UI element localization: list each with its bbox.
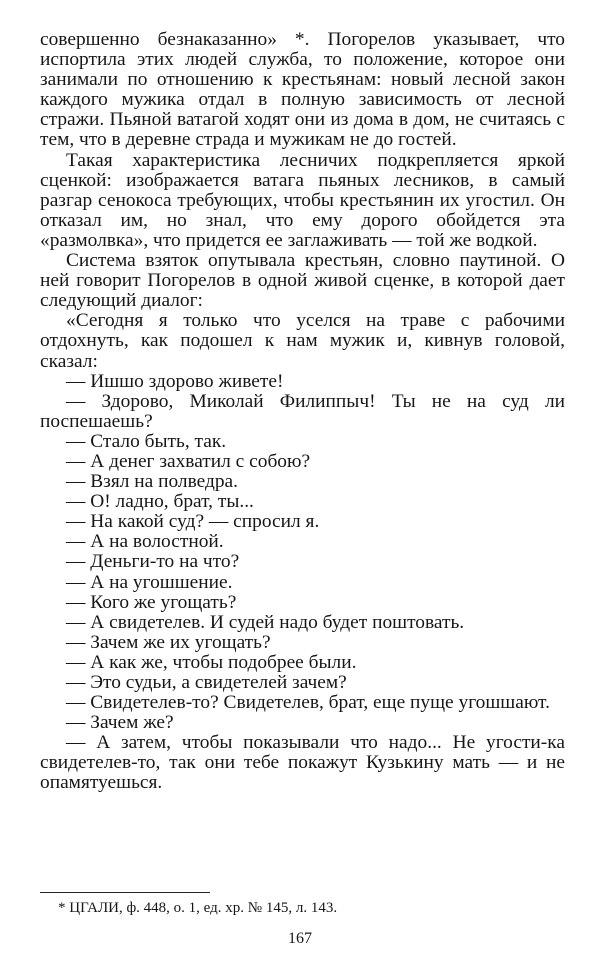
dialogue-line: — Зачем же их угощать? xyxy=(66,631,271,653)
dialogue-line: — А денег захватил с собою? xyxy=(66,450,311,472)
dialogue xyxy=(40,372,565,794)
dialogue-line: — А на волостной. xyxy=(66,531,224,553)
paragraph-4: «Сегодня я только что уселся на траве с рабочими отдохнуть, как подошел к нам мужик и, кивнув головой, сказал: xyxy=(40,310,565,372)
dialogue-line: — А на угошшение. xyxy=(66,571,233,593)
page-number: 167 xyxy=(288,930,312,947)
footnote: * ЦГАЛИ, ф. 448, о. 1, ед. хр. № 145, л. 143. xyxy=(58,900,338,916)
dialogue-line: — Взял на полведра. xyxy=(66,471,239,493)
paragraph-3: Система взяток опутывала крестьян, словно паутиной. О ней говорит Погорелов в одной живой сценке, в которой дает следующий диалог: xyxy=(40,250,565,312)
paragraph-2: Такая характеристика лесничих подкрепляется яркой сценкой: изображается ватага пьяных лесников, в самый разгар сенокоса требующих, чтобы крестьянин их угостил. Он отказал им, но знал, что ему дорого обойдется эта «размолвка», что придется ее заглаживать — той же водкой. xyxy=(40,149,565,251)
dialogue-line: — Деньги-то на что? xyxy=(66,551,240,573)
dialogue-line: — Это судьи, а свидетелей зачем? xyxy=(66,672,347,693)
dialogue-line: — О! ладно, брат, ты... xyxy=(66,491,254,513)
dialogue-line: — А свидетелев. И судей надо будет поштовать. xyxy=(66,611,465,633)
dialogue-line: — А как же, чтобы подобрее были. xyxy=(66,651,357,673)
footnote-rule xyxy=(40,892,210,893)
dialogue-line: — А затем, чтобы показывали что надо... Не угости-ка свидетелев-то, так они тебе покажут Кузькину мать — и не опамятуешься. xyxy=(40,732,565,794)
dialogue-line: — На какой суд? — спросил я. xyxy=(66,511,320,533)
dialogue-line: — Свидетелев-то? Свидетелев, брат, еще пуще угошшают. xyxy=(66,692,550,714)
page-body xyxy=(40,30,565,794)
dialogue-line: — Зачем же? xyxy=(66,712,174,734)
paragraph-1: совершенно безнаказанно» *. Погорелов указывает, что испортила этих людей служба, то положение, которое они занимали по отношению к крестьянам: новый лесной закон каждого мужика отдал в полную зависимость от лесной стражи. Пьяной ватагой ходят они из дома в дом, не считаясь с тем, что в деревне страда и мужикам не до гостей. xyxy=(40,29,565,151)
dialogue-line: — Стало быть, так. xyxy=(66,430,227,452)
dialogue-line: — Кого же угощать? xyxy=(66,591,237,613)
dialogue-line: — Здорово, Миколай Филиппыч! Ты не на суд ли поспешаешь? xyxy=(40,390,565,432)
dialogue-line: — Ишшо здорово живете! xyxy=(66,370,284,392)
